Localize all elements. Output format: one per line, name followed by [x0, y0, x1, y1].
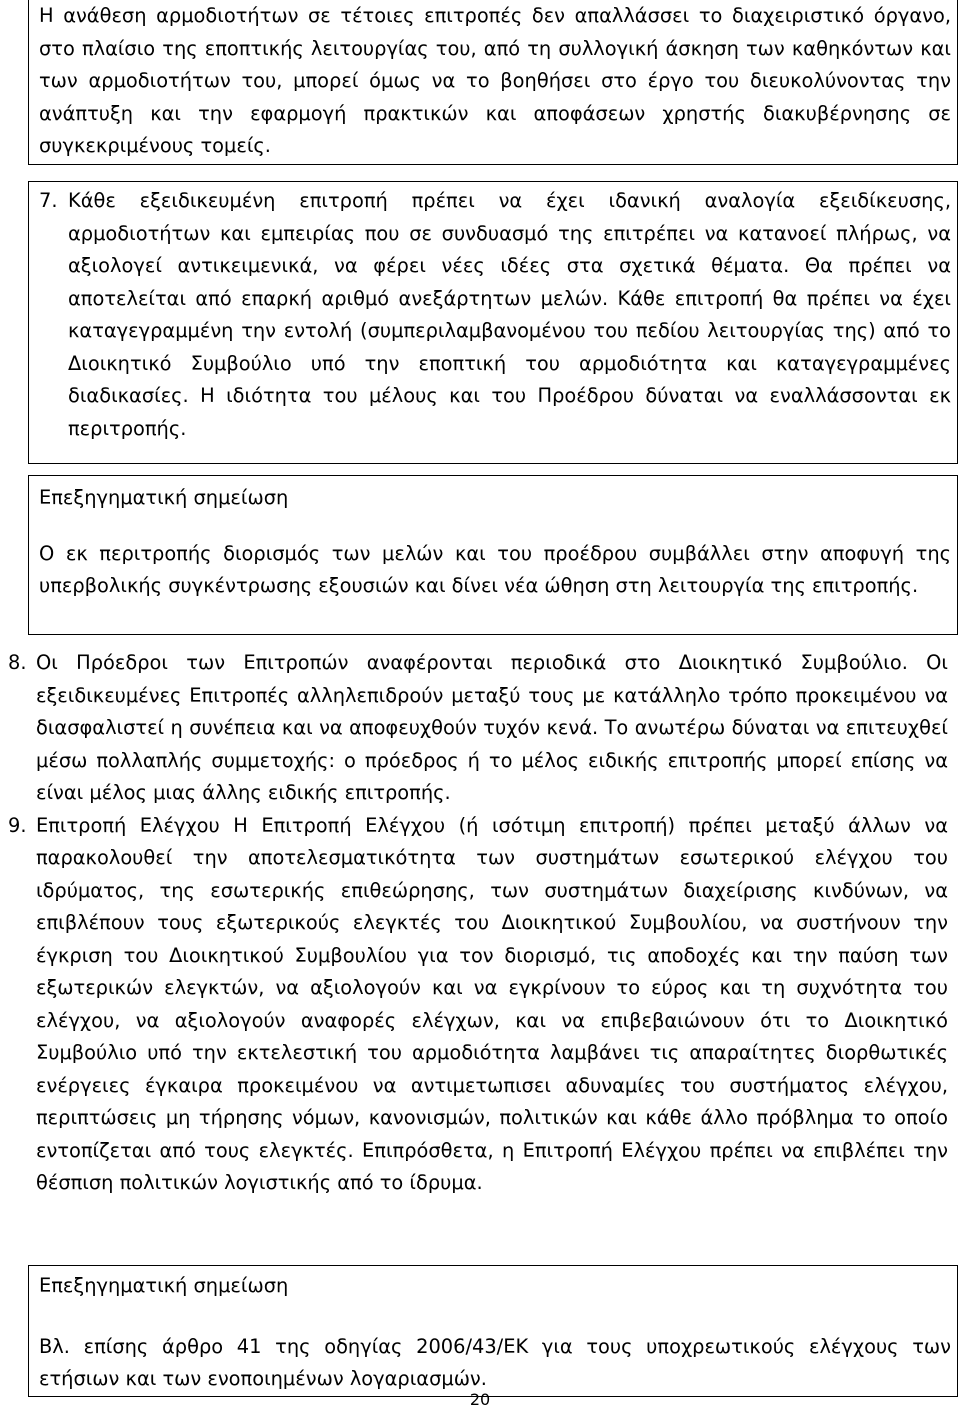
- item-number: 7.: [39, 189, 58, 212]
- note-heading: Επεξηγηματική σημείωση: [39, 1274, 289, 1297]
- explanatory-note-box: [28, 475, 958, 635]
- note-body: Ο εκ περιτροπής διορισμός των μελών και του προέδρου συμβάλλει στην αποφυγή της υπερβολικής συγκέντρωσης εξουσιών και δίνει νέα ώθηση στη λειτουργία της επιτροπής.: [39, 541, 951, 597]
- intro-paragraph: Η ανάθεση αρμοδιοτήτων σε τέτοιες επιτροπές δεν απαλλάσσει το διαχειριστικό όργανο, στο πλαίσιο της εποπτικής λειτουργίας του, από τη συλλογική άσκηση των καθηκόντων και των αρμοδιοτήτων του, μπορεί όμως να το βοηθήσει στο έργο του διευκολύνοντας την ανάπτυξη και την εφαρμογή πρακτικών και αποφάσεων χρηστής διακυβέρνησης σε συγκεκριμένους τομείς.: [39, 4, 951, 157]
- intro-box: [28, 0, 958, 165]
- item-7-box: [28, 181, 958, 464]
- item-text: Επιτροπή Ελέγχου Η Επιτροπή Ελέγχου (ή ισότιμη επιτροπή) πρέπει μεταξύ άλλων να παρακολουθεί την αποτελεσματικότητα των συστημάτων εσωτερικού ελέγχου του ιδρύματος, της εσωτερικής επιθεώρησης, των συστημάτων διαχείρισης κινδύνων, να επιβλέπουν τους εξωτερικούς ελεγκτές του Διοικητικού Συμβουλίου, να συστήνουν την έγκριση του Διοικητικού Συμβουλίου για τον διορισμό, τις αποδοχές και την παύση των εξωτερικών ελεγκτών, να αξιολογούν και να εγκρίνουν το εύρος και τη συχνότητα του ελέγχου, να αξιολογούν αναφορές ελέγχων, και να επιβεβαιώνουν ότι το Διοικητικό Συμβούλιο υπό την εκτελεστική του αρμοδιότητα λαμβάνει τις απαραίτητες διορθωτικές ενέργειες έγκαιρα προκειμένου να αντιμετωπισει αδυναμίες του συστήματος ελέγχου, περιπτώσεις μη τήρησης νόμων, κανονισμών, πολιτικών και κάθε άλλο πρόβλημα το οποίο εντοπίζεται από τους ελεγκτές. Επιπρόσθετα, η Επιτροπή Ελέγχου πρέπει να επιβλέπει την θέσπιση πολιτικών λογιστικής από το ίδρυμα.: [36, 813, 948, 1194]
- explanatory-note-box: [28, 1265, 958, 1397]
- page-number: 20: [469, 1390, 491, 1409]
- numbered-list: [8, 647, 948, 1200]
- item-number: 8.: [8, 651, 27, 674]
- list-item-9: [8, 810, 948, 1200]
- item-text: Οι Πρόεδροι των Επιτροπών αναφέρονται περιοδικά στο Διοικητικό Συμβούλιο. Οι εξειδικευμένες Επιτροπές αλληλεπιδρούν μεταξύ τους με κατάλληλο τρόπο προκειμένου να διασφαλιστεί η συνέπεια και να αποφευχθούν τυχόν κενά. Το ανωτέρω δύναται να επιτευχθεί μέσω πολλαπλής συμμετοχής: ο πρόεδρος ή το μέλος ειδικής επιτροπής μπορεί επίσης να είναι μέλος μιας άλλης ειδικής επιτροπής.: [36, 651, 948, 804]
- list-item-7: [29, 185, 951, 445]
- note-heading: Επεξηγηματική σημείωση: [39, 486, 289, 509]
- item-number: 9.: [8, 813, 27, 837]
- item-text: Κάθε εξειδικευμένη επιτροπή πρέπει να έχει ιδανική αναλογία εξειδίκευσης, αρμοδιοτήτων και εμπειρίας που σε συνδυασμό της επιτρέπει να κατανοεί πλήρως, να αξιολογεί αντικειμενικά, να φέρει νέες ιδέες στα σχετικά θέματα. Θα πρέπει να αποτελείται από επαρκή αριθμό ανεξάρτητων μελών. Κάθε επιτροπή θα πρέπει να έχει καταγεγραμμένη την εντολή (συμπεριλαμβανομένου του πεδίου λειτουργίας της) από το Διοικητικό Συμβούλιο υπό την εποπτική του αρμοδιότητα και καταγεγραμμένες διαδικασίες. Η ιδιότητα του μέλους και του Προέδρου δύναται να εναλλάσσονται εκ περιτροπής.: [68, 189, 951, 440]
- list-item-8: [8, 647, 948, 810]
- note-body: Βλ. επίσης άρθρο 41 της οδηγίας 2006/43/ΕΚ για τους υποχρεωτικούς ελέγχους των ετήσιων και των ενοποιημένων λογαριασμών.: [39, 1334, 951, 1390]
